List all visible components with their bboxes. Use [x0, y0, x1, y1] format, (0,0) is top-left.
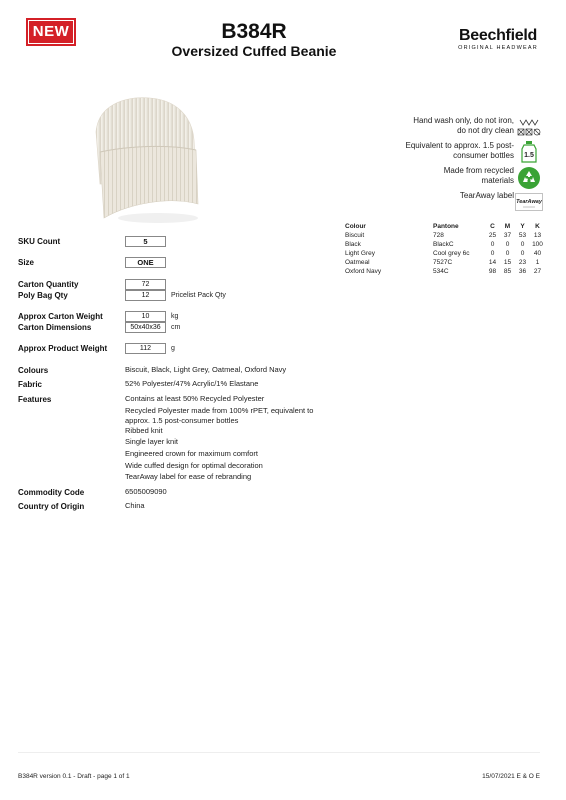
- carton-weight-label: Approx Carton Weight: [18, 312, 103, 321]
- y-value: 0: [520, 250, 525, 257]
- colour-table: [345, 222, 545, 276]
- colour-table-header: [345, 222, 545, 231]
- table-row: [345, 249, 545, 258]
- commodity-label: Commodity Code: [18, 488, 85, 497]
- sku-count-label: SKU Count: [18, 237, 61, 246]
- sku-count-value: 5: [125, 236, 166, 247]
- feature-item: Wide cuffed design for optimal decoration: [125, 461, 263, 470]
- poly-bag-value: 12: [125, 290, 166, 301]
- carton-dims-label: Carton Dimensions: [18, 323, 92, 332]
- table-row: [345, 231, 545, 240]
- carton-dims-value: 50x40x36: [125, 322, 166, 333]
- bottles-text: Equivalent to approx. 1.5 post-consumer bottles: [405, 141, 514, 160]
- care-text: Hand wash only, do not iron, do not dry clean: [413, 116, 514, 135]
- m-value: 37: [503, 232, 512, 239]
- features-label: Features: [18, 395, 52, 404]
- feature-item: Recycled Polyester made from 100% rPET, equivalent to approx. 1.5 post-consumer bottles: [125, 406, 314, 425]
- m-value: 0: [505, 250, 510, 257]
- carton-qty-label: Carton Quantity: [18, 280, 79, 289]
- brand-tagline: ORIGINAL HEADWEAR: [458, 45, 538, 51]
- feature-item: Contains at least 50% Recycled Polyester: [125, 394, 265, 403]
- origin-label: Country of Origin: [18, 502, 85, 511]
- poly-bag-note: Pricelist Pack Qty: [171, 292, 226, 299]
- colour-name: Oatmeal: [345, 259, 370, 266]
- c-value: 0: [490, 250, 495, 257]
- pantone-value: 7527C: [433, 259, 453, 266]
- fabric-value: 52% Polyester/47% Acrylic/1% Elastane: [125, 379, 259, 388]
- feature-item: Ribbed knit: [125, 426, 163, 435]
- colours-label: Colours: [18, 366, 49, 375]
- bottle-icon: [516, 140, 542, 164]
- fabric-label: Fabric: [18, 380, 43, 389]
- k-value: 40: [533, 250, 542, 257]
- m-value: 0: [505, 241, 510, 248]
- colour-name: Oxford Navy: [345, 268, 382, 275]
- k-value: 13: [533, 232, 542, 239]
- carton-weight-unit: kg: [171, 313, 179, 320]
- feature-item: TearAway label for ease of rebranding: [125, 472, 252, 481]
- feature-item: Single layer knit: [125, 437, 178, 446]
- pantone-value: 534C: [433, 268, 449, 275]
- carton-weight-value: 10: [125, 311, 166, 322]
- colour-name: Light Grey: [345, 250, 375, 257]
- svg-text:1.5: 1.5: [524, 152, 534, 159]
- y-value: 36: [518, 268, 527, 275]
- recycled-text: Made from recycled materials: [443, 166, 514, 185]
- c-value: 98: [488, 268, 497, 275]
- pantone-value: BlackC: [433, 241, 454, 248]
- colours-value: Biscuit, Black, Light Grey, Oatmeal, Oxford Navy: [125, 365, 287, 374]
- y-header: Y: [520, 223, 525, 230]
- footer-date: 15/07/2021 E & O E: [482, 773, 540, 780]
- recycle-icon: [516, 166, 542, 190]
- c-value: 25: [488, 232, 497, 239]
- c-value: 0: [490, 241, 495, 248]
- care-symbols-icon: [516, 116, 542, 138]
- m-header: M: [504, 223, 511, 230]
- k-value: 100: [532, 241, 543, 248]
- colour-header: Colour: [345, 223, 366, 230]
- origin-value: China: [125, 501, 145, 510]
- brand-logo: [452, 28, 544, 51]
- tearaway-text: TearAway label: [459, 191, 514, 200]
- c-header: C: [490, 223, 495, 230]
- c-value: 14: [488, 259, 497, 266]
- pantone-value: Cool grey 6c: [433, 250, 470, 257]
- new-badge: NEW: [26, 18, 76, 46]
- commodity-value: 6505009090: [125, 487, 167, 496]
- size-label: Size: [18, 258, 35, 267]
- k-value: 27: [533, 268, 542, 275]
- footer-version: B384R version 0.1 - Draft - page 1 of 1: [18, 773, 130, 780]
- size-value: ONE: [125, 257, 166, 268]
- carton-dims-unit: cm: [171, 324, 181, 331]
- svg-text:TearAway: TearAway: [516, 199, 542, 205]
- table-row: [345, 240, 545, 249]
- y-value: 23: [518, 259, 527, 266]
- tearaway-label-icon: [515, 193, 543, 211]
- colour-name: Black: [345, 241, 361, 248]
- y-value: 53: [518, 232, 527, 239]
- footer-divider: [18, 752, 540, 753]
- k-header: K: [535, 223, 540, 230]
- pantone-header: Pantone: [433, 223, 459, 230]
- beanie-image: [88, 92, 200, 226]
- pantone-value: 728: [433, 232, 444, 239]
- table-row: [345, 258, 545, 267]
- feature-item: Engineered crown for maximum comfort: [125, 449, 258, 458]
- y-value: 0: [520, 241, 525, 248]
- table-row: [345, 267, 545, 276]
- m-value: 15: [503, 259, 512, 266]
- brand-name: Beechfield: [459, 27, 537, 44]
- product-weight-unit: g: [171, 345, 175, 352]
- carton-qty-value: 72: [125, 279, 166, 290]
- k-value: 1: [535, 259, 540, 266]
- product-code: B384R: [221, 20, 287, 43]
- colour-name: Biscuit: [345, 232, 365, 239]
- product-weight-value: 112: [125, 343, 166, 354]
- poly-bag-label: Poly Bag Qty: [18, 291, 68, 300]
- m-value: 85: [503, 268, 512, 275]
- product-weight-label: Approx Product Weight: [18, 344, 108, 353]
- product-name: Oversized Cuffed Beanie: [171, 43, 337, 59]
